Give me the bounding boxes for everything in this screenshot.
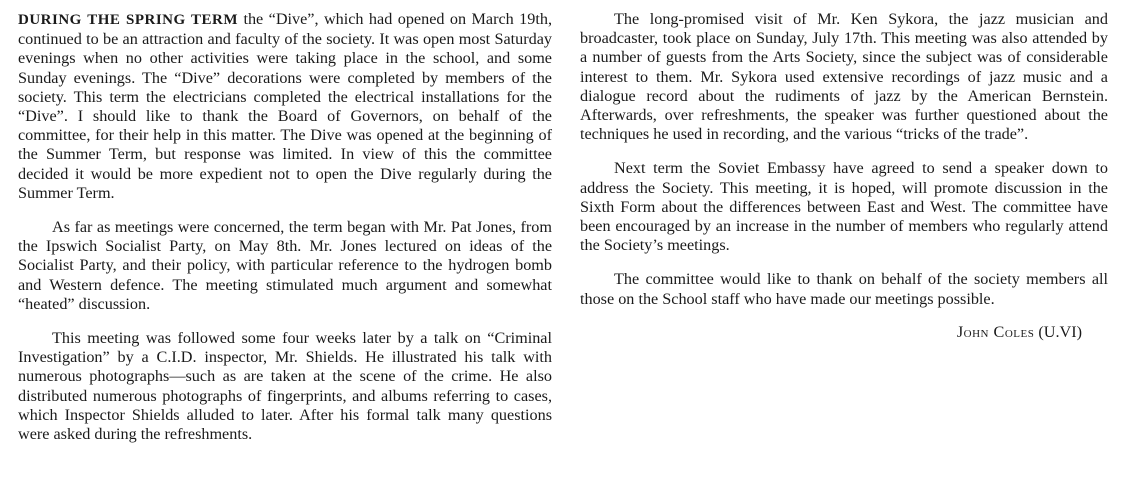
paragraph-criminal-investigation: This meeting was followed some four weeks later by a talk on “Criminal Investigation” by a C.I.D. inspector, Mr. Shields. He illustrated his talk with numerous photographs—such as are taken at the scene of the crime. He also distributed numerous photographs of fingerprints, and albums referring to cases, which Inspector Shields alluded to later. After his formal talk many questions were asked during the refreshments. <box>18 329 552 444</box>
paragraph-thanks: The committee would like to thank on behalf of the society members all those on the School staff who have made our meetings possible. <box>580 270 1108 308</box>
signature-name: John Coles <box>956 322 1035 341</box>
paragraph-meetings: As far as meetings were concerned, the term began with Mr. Pat Jones, from the Ipswich Socialist Party, on May 8th. Mr. Jones lectured on ideas of the Socialist Party, and their policy, with particular reference to the hydrogen bomb and Western defence. The meeting stimulated much argument and somewhat “heated” discussion. <box>18 218 552 313</box>
lead-in-text: DURING THE SPRING TERM <box>18 12 239 28</box>
left-column <box>18 10 552 444</box>
signature <box>580 323 1108 342</box>
paragraph-jazz-visit: The long-promised visit of Mr. Ken Sykora, the jazz musician and broadcaster, took place on Sunday, July 17th. This meeting was also attended by a number of guests from the Arts Society, since the subject was of considerable interest to them. Mr. Sykora used extensive recordings of jazz music and a dialogue record about the rudiments of jazz by the American Bernstein. Afterwards, over refreshments, the speaker was further questioned about the techniques he used in recording, and the various “tricks of the trade”. <box>580 10 1108 144</box>
paragraph-dive <box>18 10 552 203</box>
paragraph-dive-body: the “Dive”, which had opened on March 19th, continued to be an attraction and faculty of the society. It was open most Saturday evenings when no other activities were taking place in the school, and some Sunday evenings. The “Dive” decorations were completed by members of the society. This term the electricians completed the electrical installations for the “Dive”. I should like to thank the Board of Governors, on behalf of the committee, for their help in this matter. The Dive was opened at the beginning of the Summer Term, but response was limited. In view of this the committee decided it would be more expedient not to open the Dive regularly during the Summer Term. <box>18 10 552 202</box>
signature-form: (U.VI) <box>1038 322 1082 341</box>
paragraph-soviet-embassy: Next term the Soviet Embassy have agreed to send a speaker down to address the Society. This meeting, it is hoped, will promote discussion in the Sixth Form about the differences between East and West. The committee have been encouraged by an increase in the number of members who regularly attend the Society’s meetings. <box>580 159 1108 255</box>
right-column <box>580 10 1108 342</box>
